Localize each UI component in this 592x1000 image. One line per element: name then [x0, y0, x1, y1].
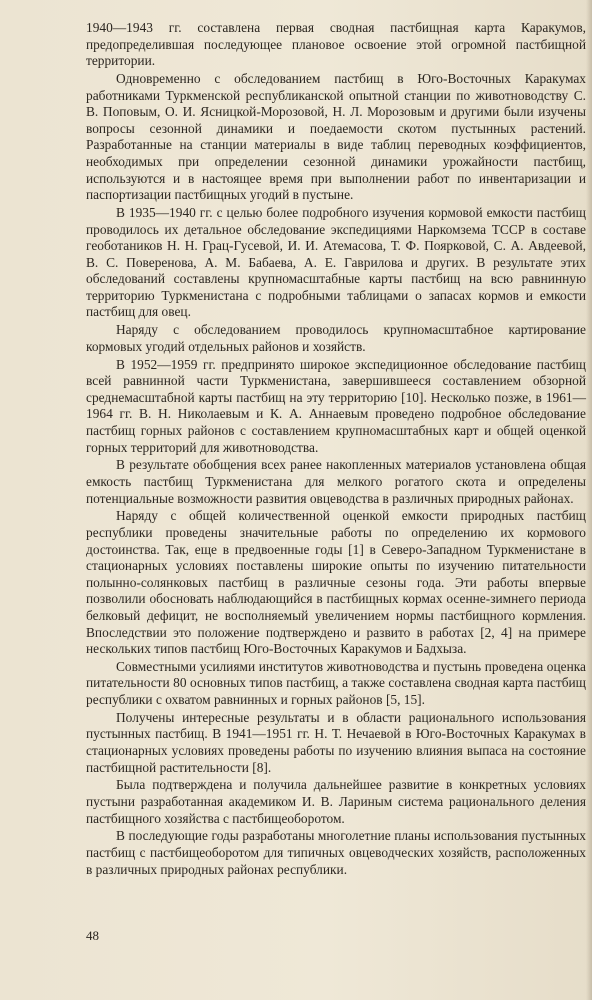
- paragraph: Совместными усилиями институтов животноводства и пустынь проведена оценка питательности 80 основных типов пастбищ, а также составлена сводная карта пастбищ республики с охватом равнинных и горных районов [5, 15].: [86, 658, 586, 708]
- page-edge-shadow: [586, 0, 592, 1000]
- page-number: 48: [86, 928, 99, 943]
- paragraph: Была подтверждена и получила дальнейшее развитие в конкретных условиях пустыни разработанная академиком И. В. Лариным система рационального деления пастбищного хозяйства с пастбищеоборотом.: [86, 777, 586, 826]
- paragraph: В 1935—1940 гг. с целью более подробного изучения кормовой емкости пастбищ проводилось их детальное обследование экспедициями Наркомзема ТССР в составе геоботаников Н. Н. Грац-Гусевой, И. И. Атемасова, Т. Ф. Поярковой, С. А. Авдеевой, В. С. Поверенова, А. М. Бабаева, А. Е. Гаврилова и других. В результате этих обследований составлены крупномасштабные карты пастбищ на всю равнинную территорию Туркменистана с подробными таблицами о запасах кормов и емкости пастбищ для овец.: [86, 204, 586, 320]
- paragraph: Наряду с обследованием проводилось крупномасштабное картирование кормовых угодий отдельных районов и хозяйств.: [86, 322, 586, 354]
- body-text: [86, 20, 586, 879]
- paragraph: Наряду с общей количественной оценкой емкости природных пастбищ республики проведены значительные работы по определению их кормового достоинства. Так, еще в предвоенные годы [1] в Северо-Западном Туркменистане в стационарных условиях поставлены широкие опыты по изучению питательности полынно-солянковых пастбищ в различные сезоны года. Эти работы впервые позволили обосновать наблюдающийся в пастбищных кормах осенне-зимнего периода белковый дефицит, не восполняемый увеличением нормы пастбищного кормления. Впоследствии это положение подтверждено и развито в работах [2, 4] на примере нескольких типов пастбищ Юго-Восточных Каракумов и Бадхыза.: [86, 508, 586, 657]
- paragraph: Одновременно с обследованием пастбищ в Юго-Восточных Каракумах работниками Туркменской республиканской опытной станции по животноводству С. В. Поповым, О. И. Ясницкой-Морозовой, Н. Л. Морозовым и другими были изучены вопросы сезонной динамики и поедаемости скотом пустынных растений. Разработанные на станции материалы в виде таблиц переводных коэффициентов, необходимых при определении сезонной динамики урожайности пастбищ, используются и в настоящее время при выполнении работ по инвентаризации и паспортизации пастбищных угодий в пустыне.: [86, 70, 586, 203]
- paragraph: Получены интересные результаты и в области рационального использования пустынных пастбищ. В 1941—1951 гг. Н. Т. Нечаевой в Юго-Восточных Каракумах в стационарных условиях проведены работы по изучению влияния выпаса на состояние пастбищной растительности [8].: [86, 709, 586, 775]
- paragraph: В результате обобщения всех ранее накопленных материалов установлена общая емкость пастбищ Туркменистана для мелкого рогатого скота и определены потенциальные возможности развития овцеводства в различных природных районах.: [86, 457, 586, 506]
- paragraph: 1940—1943 гг. составлена первая сводная пастбищная карта Каракумов, предопределившая последующее плановое освоение этой огромной пастбищной территории.: [86, 20, 586, 69]
- paragraph: В последующие годы разработаны многолетние планы использования пустынных пастбищ с пастбищеоборотом для типичных овцеводческих хозяйств, расположенных в различных природных районах республики.: [86, 828, 586, 877]
- paragraph: В 1952—1959 гг. предпринято широкое экспедиционное обследование пастбищ всей равнинной части Туркменистана, завершившееся составлением обзорной среднемасштабной карты пастбищ на эту территорию [10]. Несколько позже, в 1961—1964 гг. В. Н. Николаевым и К. А. Аннаевым проведено подробное обследование пастбищ горных районов с составлением крупномасштабных карт и общей оценкой горных территорий для животноводства.: [86, 356, 586, 455]
